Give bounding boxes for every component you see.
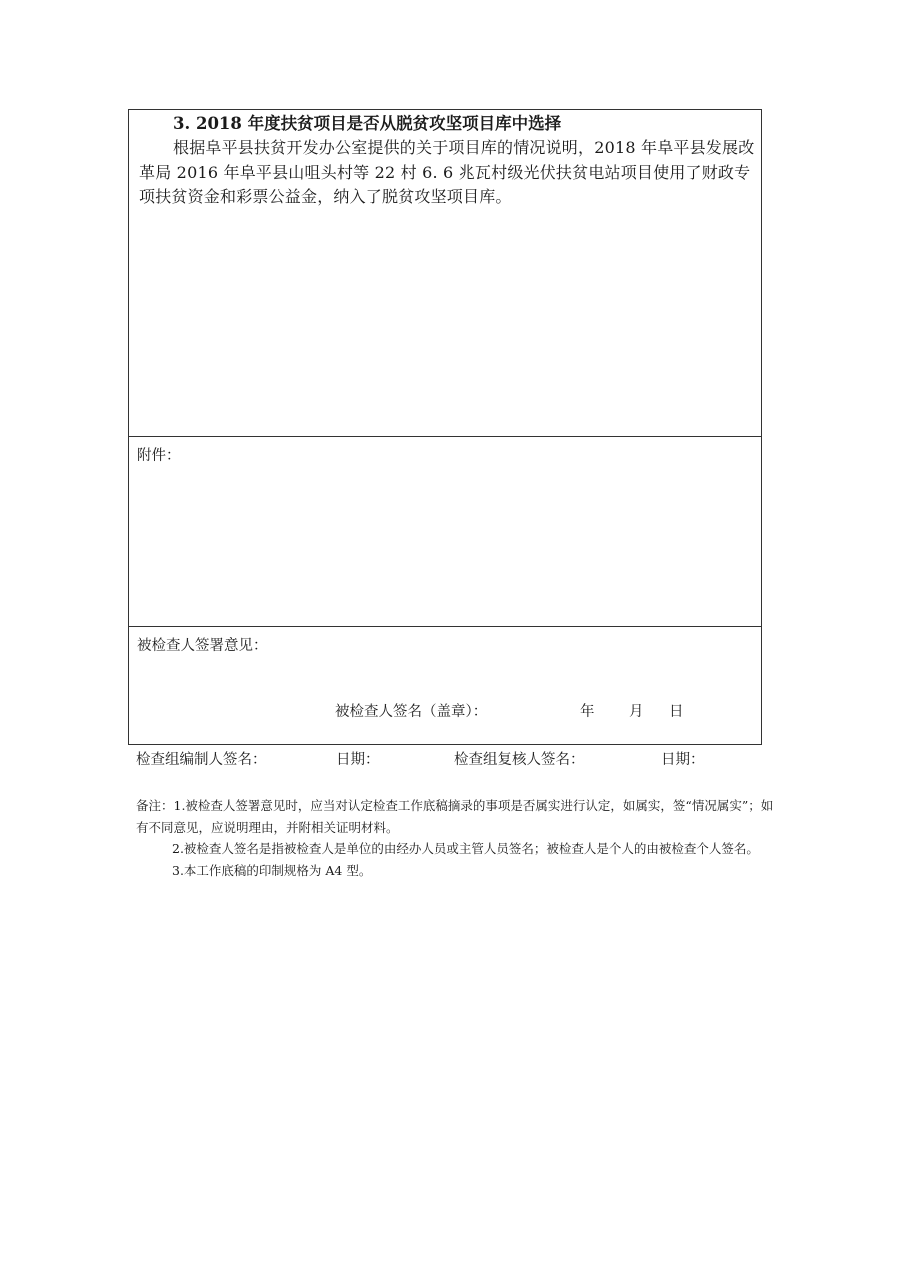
preparer-signature-label: 检查组编制人签名：	[136, 752, 267, 768]
opinion-label: 被检查人签署意见：	[137, 638, 268, 654]
month-label: 月	[629, 704, 644, 720]
note-3: 3.本工作底稿的印制规格为 A4 型。	[172, 862, 372, 878]
worksheet-table	[128, 109, 762, 745]
day-label: 日	[669, 704, 684, 720]
notes-block	[136, 795, 776, 881]
findings-cell	[129, 110, 761, 437]
reviewer-signature-label: 检查组复核人签名：	[454, 752, 585, 768]
section-body: 根据阜平县扶贫开发办公室提供的关于项目库的情况说明，2018 年阜平县发展改革局 2016 年阜平县山咀头村等 22 村 6. 6 兆瓦村级光伏扶贫电站项目使用了财政专项扶贫资金和彩票公益金，纳入了脱贫攻坚项目库。	[139, 138, 755, 206]
note-2: 2.被检查人签名是指被检查人是单位的由经办人员或主管人员签名；被检查人是个人的由被检查个人签名。	[172, 841, 759, 856]
opinion-cell	[129, 627, 761, 744]
section-heading: 3. 2018 年度扶贫项目是否从脱贫攻坚项目库中选择	[173, 114, 562, 133]
note-1: 备注：1.被检查人签署意见时，应当对认定检查工作底稿摘录的事项是否属实进行认定，如属实，签“情况属实”；如有不同意见，应说明理由，并附相关证明材料。	[136, 798, 774, 835]
attachment-cell	[129, 437, 761, 627]
reviewer-date-label: 日期：	[661, 752, 705, 768]
preparer-date-label: 日期：	[336, 752, 380, 768]
signature-label: 被检查人签名（盖章）：	[335, 704, 488, 720]
attachment-label: 附件：	[137, 448, 181, 464]
year-label: 年	[580, 704, 595, 720]
